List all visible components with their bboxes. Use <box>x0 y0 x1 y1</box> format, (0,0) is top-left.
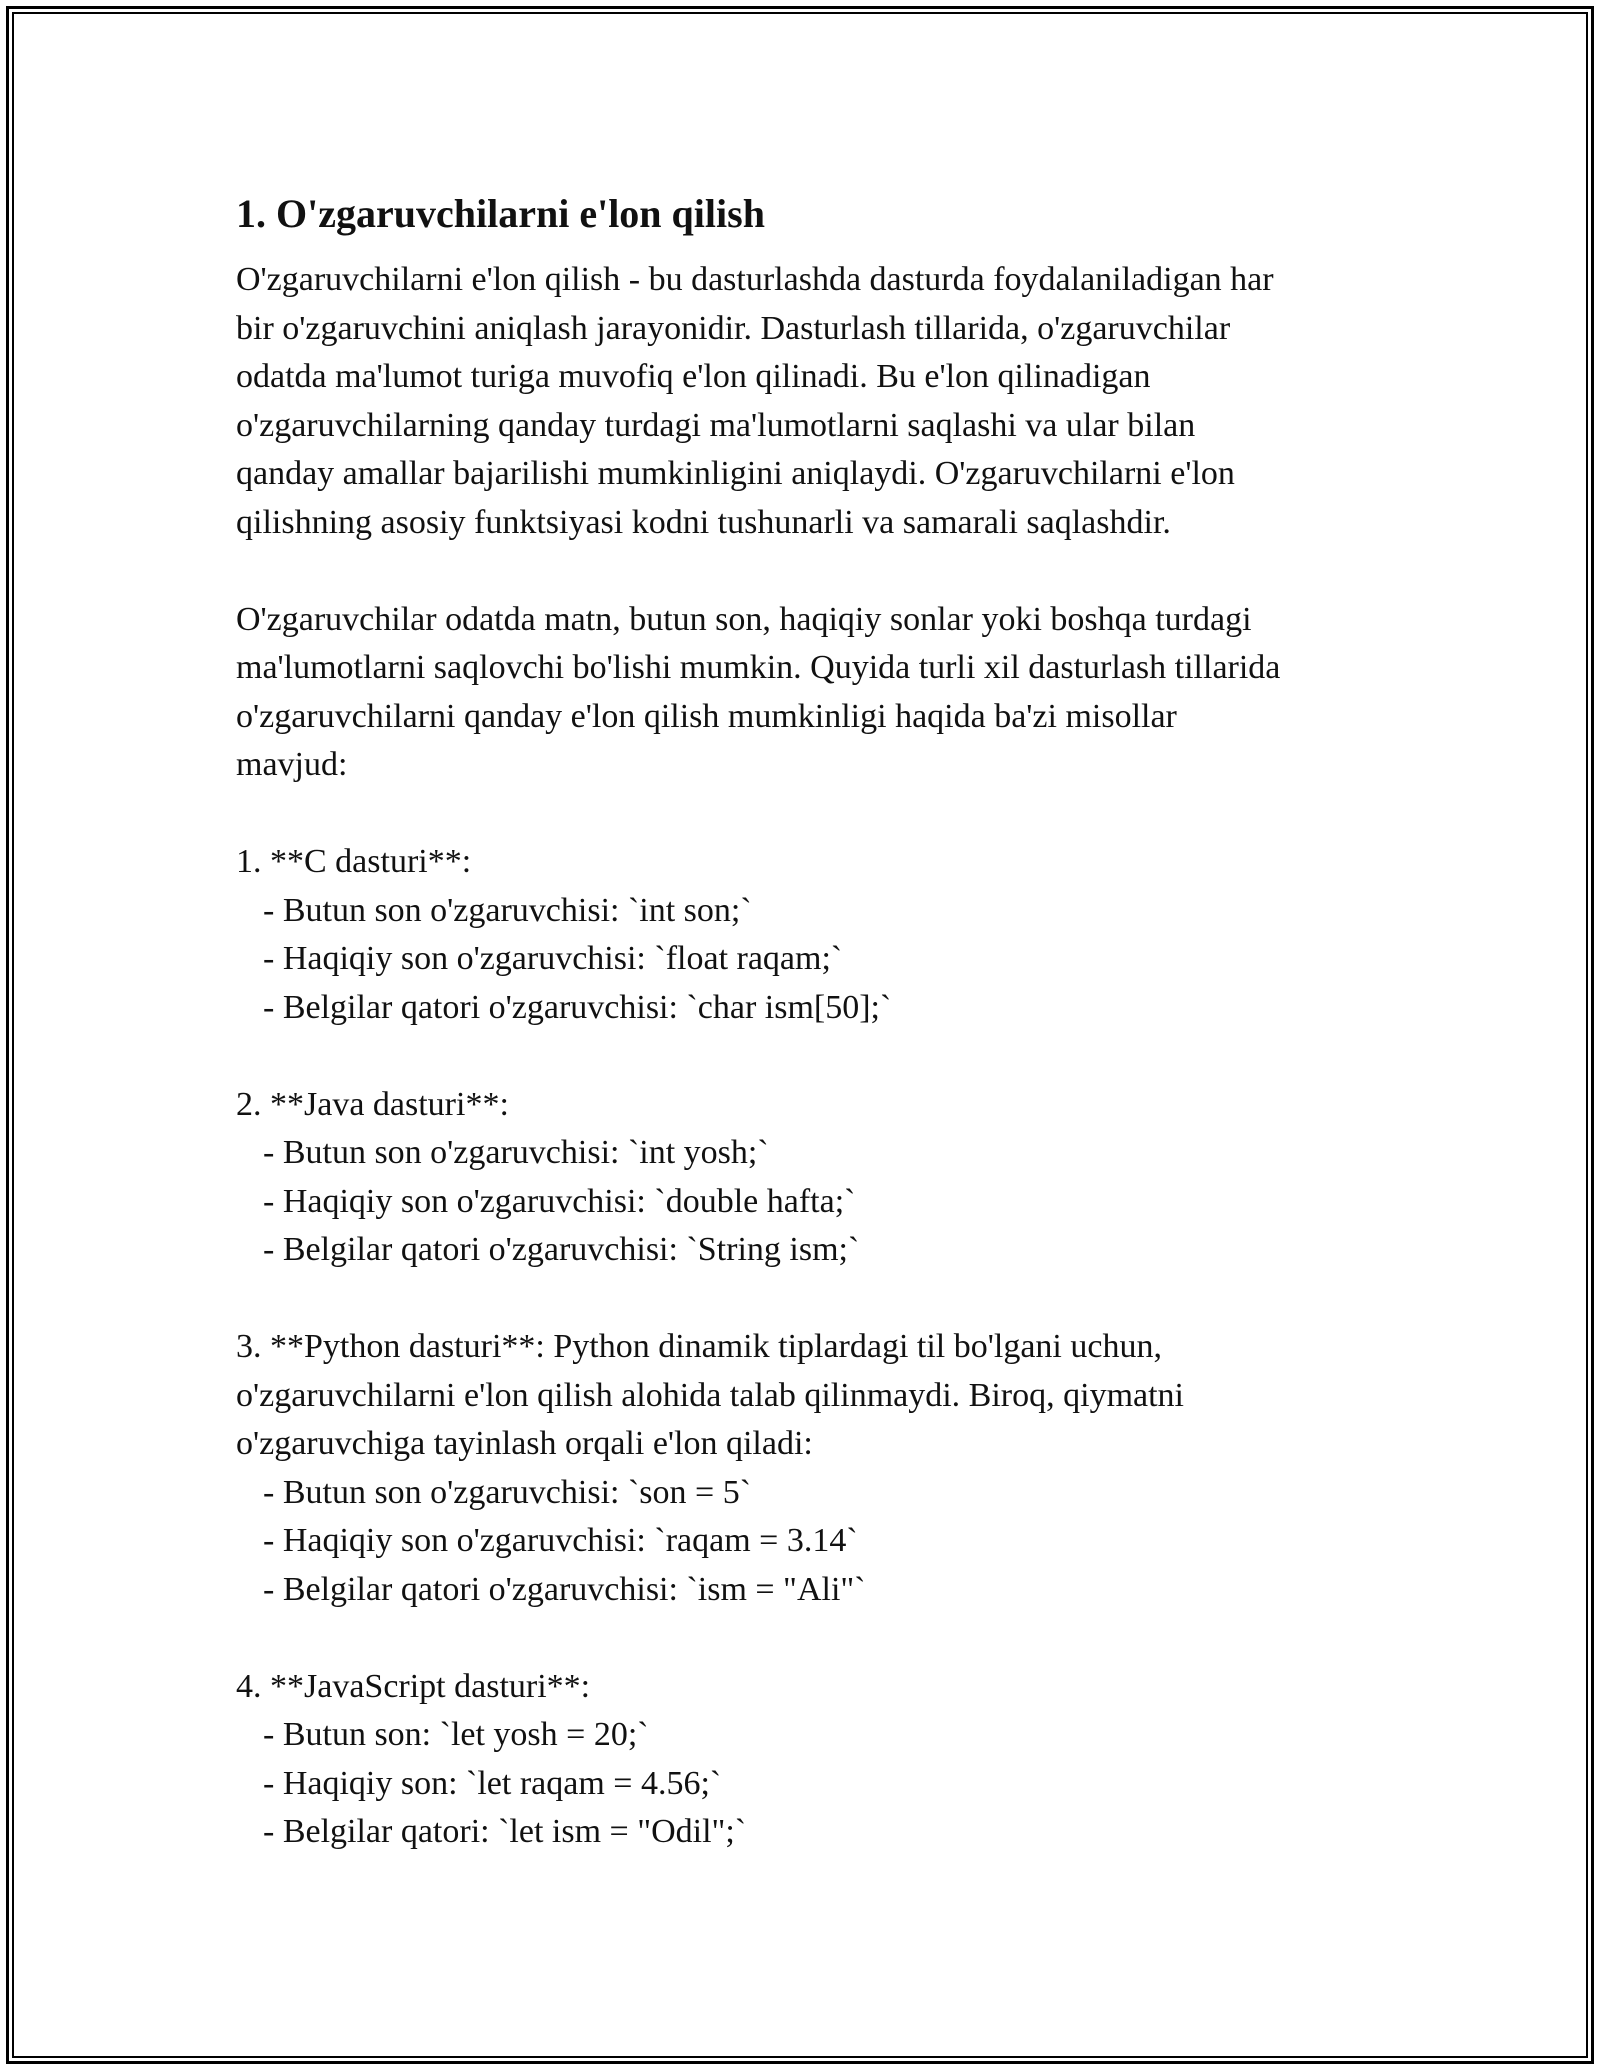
list-item-title: 1. **C dasturi**: <box>236 843 472 880</box>
java-example-section <box>236 1081 1396 1275</box>
list-subitem: - Butun son: `let yosh = 20;` <box>263 1716 649 1753</box>
list-subitem: - Haqiqiy son o'zgaruvchisi: `raqam = 3.14` <box>263 1522 858 1559</box>
list-subitem: - Belgilar qatori: `let ism = "Odil";` <box>263 1813 747 1850</box>
text-line: bir o'zgaruvchini aniqlash jarayonidir. Dasturlash tillarida, o'zgaruvchilar <box>236 309 1231 347</box>
list-subitem: - Butun son o'zgaruvchisi: `son = 5` <box>263 1473 752 1511</box>
paragraph-spacer <box>236 1032 1396 1081</box>
text-line: odatda ma'lumot turiga muvofiq e'lon qilinadi. Bu e'lon qilinadigan <box>236 358 1151 395</box>
text-line: o'zgaruvchilarni qanday e'lon qilish mumkinligi haqida ba'zi misollar <box>236 697 1177 735</box>
list-subitem: - Haqiqiy son: `let raqam = 4.56;` <box>263 1764 722 1802</box>
list-subitem: - Belgilar qatori o'zgaruvchisi: `String ism;` <box>263 1231 860 1268</box>
intro-paragraph <box>236 256 1396 547</box>
section-heading: 1. O'zgaruvchilarni e'lon qilish <box>236 191 765 236</box>
text-line: qanday amallar bajarilishi mumkinligini aniqlaydi. O'zgaruvchilarni e'lon <box>236 455 1235 492</box>
text-line: mavjud: <box>236 746 348 783</box>
list-subitem: - Belgilar qatori o'zgaruvchisi: `char ism[50];` <box>263 988 892 1026</box>
list-subitem: - Butun son o'zgaruvchisi: `int son;` <box>263 891 752 929</box>
javascript-example-section <box>236 1663 1396 1857</box>
list-item-title: 2. **Java dasturi**: <box>236 1085 509 1123</box>
paragraph-spacer <box>236 547 1396 596</box>
text-line: qilishning asosiy funktsiyasi kodni tushunarli va samarali saqlashdir. <box>236 503 1171 541</box>
list-subitem: - Belgilar qatori o'zgaruvchisi: `ism = "Ali"` <box>263 1570 866 1608</box>
document-body <box>236 186 1396 1857</box>
list-subitem: - Haqiqiy son o'zgaruvchisi: `double hafta;` <box>263 1182 856 1220</box>
text-line: O'zgaruvchilarni e'lon qilish - bu dasturlashda dasturda foydalaniladigan har <box>236 261 1274 298</box>
c-example-section <box>236 838 1396 1032</box>
list-item-title: 3. **Python dasturi**: Python dinamik tiplardagi til bo'lgani uchun, <box>236 1328 1162 1365</box>
text-line: ma'lumotlarni saqlovchi bo'lishi mumkin. Quyida turli xil dasturlash tillarida <box>236 649 1281 686</box>
text-line: o'zgaruvchilarning qanday turdagi ma'lumotlarni saqlashi va ular bilan <box>236 406 1196 444</box>
text-line: O'zgaruvchilar odatda matn, butun son, haqiqiy sonlar yoki boshqa turdagi <box>236 600 1252 638</box>
paragraph-spacer <box>236 1275 1396 1324</box>
paragraph-spacer <box>236 1614 1396 1663</box>
list-item-title: 4. **JavaScript dasturi**: <box>236 1667 591 1705</box>
paragraph-spacer <box>236 790 1396 839</box>
examples-intro-paragraph <box>236 596 1396 790</box>
python-example-section <box>236 1323 1396 1614</box>
list-subitem: - Haqiqiy son o'zgaruvchisi: `float raqam;` <box>263 940 843 977</box>
text-line: o'zgaruvchiga tayinlash orqali e'lon qiladi: <box>236 1425 813 1462</box>
list-subitem: - Butun son o'zgaruvchisi: `int yosh;` <box>263 1134 769 1171</box>
text-line: o'zgaruvchilarni e'lon qilish alohida talab qilinmaydi. Biroq, qiymatni <box>236 1376 1184 1414</box>
